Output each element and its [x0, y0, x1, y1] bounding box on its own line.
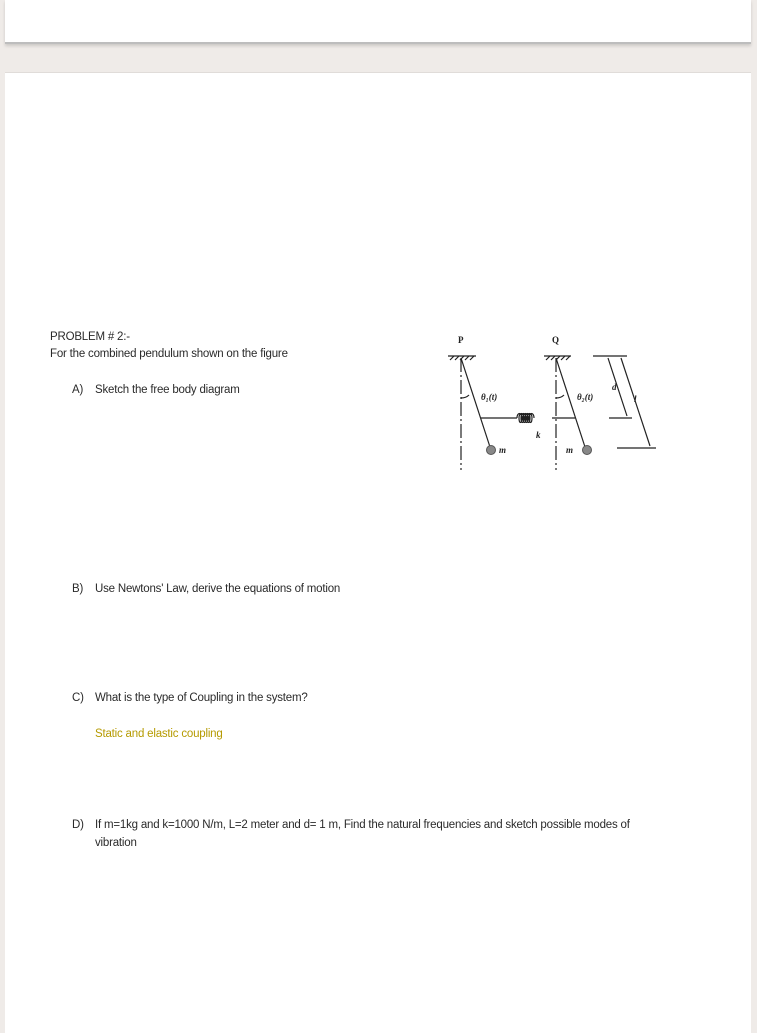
label-mass-right: m: [566, 445, 574, 455]
part-c-answer: Static and elastic coupling: [95, 728, 223, 740]
problem-intro: For the combined pendulum shown on the figure: [50, 348, 288, 360]
label-mass-left: m: [499, 445, 507, 455]
part-b-text: Use Newtons' Law, derive the equations of motion: [95, 583, 341, 595]
part-a-text: Sketch the free body diagram: [95, 384, 240, 396]
mass-right: [583, 446, 592, 455]
label-p: P: [458, 335, 464, 345]
part-d-text: If m=1kg and k=1000 N/m, L=2 meter and d= 1 m, Find the natural frequencies and sketch possible modes of: [95, 819, 630, 831]
part-c-marker: C): [72, 692, 84, 704]
spring-coil: [517, 414, 534, 423]
part-b-marker: B): [72, 583, 84, 595]
part-c-text: What is the type of Coupling in the system?: [95, 692, 308, 704]
part-a-marker: A): [72, 384, 84, 396]
angle-arc-right: [556, 395, 564, 398]
rod-right: [556, 358, 585, 447]
part-d-marker: D): [72, 819, 84, 831]
label-k: k: [536, 430, 541, 440]
label-d: d: [612, 382, 617, 392]
label-theta2: θ₂(t): [577, 392, 594, 402]
part-d-text-cont: vibration: [95, 837, 137, 849]
mass-left: [487, 446, 496, 455]
label-theta1: θ₁(t): [481, 392, 498, 402]
problem-title: PROBLEM # 2:-: [50, 331, 130, 343]
rod-left: [461, 358, 490, 447]
label-l: l: [634, 394, 637, 404]
label-q: Q: [552, 335, 560, 345]
angle-arc-left: [461, 395, 469, 398]
